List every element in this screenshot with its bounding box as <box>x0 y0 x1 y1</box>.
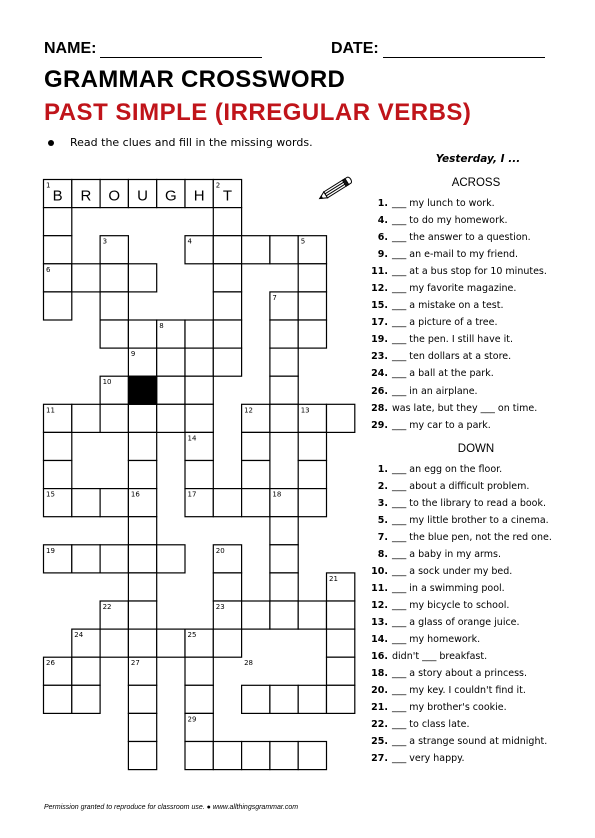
across-clue <box>362 263 562 280</box>
clue-text: ___ a strange sound at midnight. <box>392 736 548 748</box>
grid-cell[interactable] <box>213 629 241 657</box>
cell-number: 25 <box>187 631 197 640</box>
grid-cell[interactable] <box>270 545 298 573</box>
clue-text: ___ the answer to a question. <box>392 232 531 244</box>
grid-cell[interactable] <box>242 432 270 460</box>
grid-cell[interactable] <box>72 264 100 292</box>
clue-number: 19. <box>371 334 388 346</box>
example-letter: G <box>165 187 177 205</box>
cell-number: 26 <box>46 659 55 668</box>
grid-cell[interactable] <box>270 517 298 545</box>
grid-cell[interactable] <box>185 685 213 713</box>
cell-number: 27 <box>130 659 140 668</box>
grid-cell[interactable] <box>100 489 128 517</box>
grid-cell[interactable] <box>298 685 326 713</box>
clue-text: ___ at a bus stop for 10 minutes. <box>392 266 547 278</box>
grid-cell[interactable] <box>185 461 213 489</box>
grid-cell[interactable] <box>327 685 355 713</box>
clue-number: 21. <box>371 702 388 714</box>
down-clue <box>362 546 562 563</box>
grid-cell[interactable] <box>128 264 156 292</box>
grid-cell[interactable] <box>270 236 298 264</box>
clue-number: 27. <box>371 753 388 765</box>
clue-panel <box>362 150 562 768</box>
cell-number: 6 <box>46 265 51 274</box>
clue-text: ___ in an airplane. <box>392 385 478 397</box>
grid-cell[interactable] <box>327 404 355 432</box>
pencil-icon <box>315 176 355 202</box>
clue-text: ___ ten dollars at a store. <box>392 351 512 363</box>
example-letter: B <box>52 187 63 205</box>
grid-cell[interactable] <box>242 489 270 517</box>
example-letter: U <box>137 187 148 205</box>
clue-number: 15. <box>371 300 388 312</box>
clue-number: 4. <box>377 215 388 227</box>
grid-cell[interactable] <box>270 376 298 404</box>
grid-cell[interactable] <box>100 404 128 432</box>
grid-cell[interactable] <box>44 236 72 264</box>
grid-cell[interactable] <box>185 742 213 770</box>
grid-cell[interactable] <box>128 517 156 545</box>
grid-cell[interactable] <box>242 236 270 264</box>
grid-cell[interactable] <box>298 461 326 489</box>
grid-cell[interactable] <box>298 742 326 770</box>
across-clue <box>362 195 562 212</box>
down-clue <box>362 648 562 665</box>
across-clue <box>362 365 562 382</box>
grid-cell[interactable] <box>270 348 298 376</box>
name-label: NAME: <box>44 40 97 57</box>
grid-cell[interactable] <box>327 657 355 685</box>
down-clue-list <box>362 461 562 768</box>
grid-cell[interactable] <box>128 629 156 657</box>
grid-cell[interactable] <box>298 489 326 517</box>
grid-cell[interactable] <box>44 461 72 489</box>
clue-text: ___ a sock under my bed. <box>392 565 513 577</box>
grid-cell[interactable] <box>128 320 156 348</box>
grid-cell[interactable] <box>185 376 213 404</box>
down-clue <box>362 665 562 682</box>
cell-number: 1 <box>46 181 51 190</box>
grid-cell[interactable] <box>44 685 72 713</box>
clue-text: ___ a story about a princess. <box>392 668 527 680</box>
clue-number: 3. <box>377 497 388 509</box>
grid-cell[interactable] <box>242 461 270 489</box>
clue-text: didn't ___ breakfast. <box>392 651 488 663</box>
black-cell <box>128 376 156 404</box>
clue-text: ___ the pen. I still have it. <box>392 334 513 346</box>
across-clue <box>362 383 562 400</box>
clue-text: ___ in a swimming pool. <box>392 582 505 594</box>
grid-cell[interactable] <box>185 657 213 685</box>
clue-text: ___ my key. I couldn't find it. <box>392 685 526 697</box>
down-clue <box>362 682 562 699</box>
cell-number: 11 <box>46 406 55 415</box>
grid-cell[interactable] <box>185 404 213 432</box>
clue-number: 17. <box>371 317 388 329</box>
cell-number: 21 <box>329 574 338 583</box>
across-clue <box>362 297 562 314</box>
clue-number: 24. <box>371 368 388 380</box>
clue-text: ___ a picture of a tree. <box>392 317 498 329</box>
grid-cell[interactable] <box>128 601 156 629</box>
cell-number: 9 <box>130 350 136 359</box>
cell-number: 14 <box>187 434 197 443</box>
grid-cell[interactable] <box>72 545 100 573</box>
grid-cell[interactable] <box>298 601 326 629</box>
clue-number: 1. <box>377 463 388 475</box>
down-clue <box>362 597 562 614</box>
grid-cell[interactable] <box>185 348 213 376</box>
down-clue <box>362 495 562 512</box>
down-clue <box>362 563 562 580</box>
across-clue <box>362 246 562 263</box>
grid-cell[interactable] <box>128 432 156 460</box>
clue-text: ___ to class late. <box>392 719 470 731</box>
across-clue <box>362 417 562 434</box>
clue-number: 23. <box>371 351 388 363</box>
clue-text: ___ my bicycle to school. <box>392 600 510 612</box>
cell-number: 4 <box>187 237 192 246</box>
clue-text: ___ an e-mail to my friend. <box>392 249 519 261</box>
cell-number: 3 <box>102 237 108 246</box>
cell-number: 18 <box>272 490 282 499</box>
clue-text: ___ my favorite magazine. <box>392 283 517 295</box>
cell-number: 10 <box>102 378 112 387</box>
clue-text: was late, but they ___ on time. <box>392 402 538 414</box>
grid-cell[interactable] <box>270 573 298 601</box>
clue-number: 10. <box>371 565 388 577</box>
grid-cell[interactable] <box>213 489 241 517</box>
across-clue <box>362 280 562 297</box>
clue-text: ___ about a difficult problem. <box>392 480 530 492</box>
grid-cell[interactable] <box>100 629 128 657</box>
clue-text: ___ my lunch to work. <box>392 198 495 209</box>
grid-cell[interactable] <box>72 685 100 713</box>
footer-permission: Permission granted to reproduce for classroom use. ● www.allthingsgrammar.com <box>44 804 299 811</box>
cell-number: 12 <box>244 406 254 415</box>
clue-text: ___ a glass of orange juice. <box>392 617 520 629</box>
down-clue <box>362 750 562 767</box>
grid-cell[interactable] <box>157 348 185 376</box>
grid-cell[interactable] <box>128 545 156 573</box>
clue-text: ___ my little brother to a cinema. <box>392 514 549 526</box>
example-letter: H <box>193 187 205 205</box>
grid-cell[interactable] <box>270 404 298 432</box>
grid-cell[interactable] <box>213 264 241 292</box>
grid-cell[interactable] <box>327 629 355 657</box>
cell-number: 13 <box>300 406 310 415</box>
down-heading: DOWN <box>457 442 495 455</box>
clue-intro: Yesterday, I ... <box>435 153 521 165</box>
cell-number: 24 <box>74 631 84 640</box>
across-clue <box>362 229 562 246</box>
down-clue <box>362 716 562 733</box>
grid-cell[interactable] <box>213 208 241 236</box>
cell-number: 2 <box>215 181 221 190</box>
clue-text: ___ the blue pen, not the red one. <box>392 531 552 543</box>
clue-number: 13. <box>371 617 388 629</box>
example-letter: T <box>222 187 233 205</box>
clue-number: 12. <box>371 600 388 612</box>
grid-cell[interactable] <box>100 264 128 292</box>
clue-number: 26. <box>371 385 388 397</box>
down-clue <box>362 733 562 750</box>
clue-text: ___ an egg on the floor. <box>392 463 503 475</box>
cell-number: 22 <box>102 603 112 611</box>
clue-number: 2. <box>377 480 388 492</box>
across-clue <box>362 331 562 348</box>
down-clue <box>362 614 562 631</box>
grid-cell[interactable] <box>213 573 241 601</box>
grid-cell[interactable] <box>213 348 241 376</box>
clue-text: ___ my brother's cookie. <box>392 702 507 714</box>
cell-number: 8 <box>159 322 164 330</box>
clue-number: 8. <box>377 548 388 560</box>
across-heading: ACROSS <box>451 177 501 189</box>
grid-cell[interactable] <box>298 264 326 292</box>
grid-cell[interactable] <box>100 545 128 573</box>
cell-number: 20 <box>215 546 225 555</box>
clue-number: 11. <box>371 582 388 594</box>
clue-number: 20. <box>371 685 388 697</box>
grid-cell[interactable] <box>242 685 270 713</box>
down-clue <box>362 699 562 716</box>
clue-number: 29. <box>371 419 388 431</box>
cell-number: 23 <box>215 603 225 611</box>
across-clue <box>362 212 562 229</box>
grid-cell[interactable] <box>242 601 270 629</box>
clue-number: 7. <box>377 531 388 543</box>
grid-cell[interactable] <box>242 742 270 770</box>
grid-cell[interactable] <box>157 376 185 404</box>
cell-number: 5 <box>300 237 306 246</box>
clue-text: ___ my car to a park. <box>392 419 491 431</box>
grid-cell[interactable] <box>270 601 298 629</box>
grid-cell[interactable] <box>44 208 72 236</box>
across-clue-list <box>362 195 562 434</box>
clue-number: 1. <box>377 198 388 209</box>
grid-cell[interactable] <box>270 685 298 713</box>
cell-number: 7 <box>272 293 277 302</box>
grid-cell[interactable] <box>327 601 355 629</box>
down-clue <box>362 580 562 597</box>
grid-cell[interactable] <box>72 404 100 432</box>
cell-number: 15 <box>46 490 55 499</box>
grid-cell[interactable] <box>213 320 241 348</box>
clue-text: ___ to do my homework. <box>392 215 508 227</box>
across-clue <box>362 400 562 417</box>
clue-number: 11. <box>371 266 388 278</box>
grid-cell[interactable] <box>298 432 326 460</box>
date-label: DATE: <box>331 40 379 57</box>
clue-text: ___ a ball at the park. <box>392 368 494 380</box>
clue-number: 25. <box>371 736 388 748</box>
down-clue <box>362 631 562 648</box>
cell-number: 28 <box>244 659 254 668</box>
example-letter: R <box>80 187 92 205</box>
clue-number: 28. <box>371 402 388 414</box>
clue-text: ___ a mistake on a test. <box>392 300 504 312</box>
clue-number: 6. <box>377 232 388 244</box>
grid-cell[interactable] <box>72 489 100 517</box>
grid-cell[interactable] <box>128 573 156 601</box>
example-letter: O <box>108 187 121 205</box>
clue-text: ___ my homework. <box>392 634 481 646</box>
page-title: GRAMMAR CROSSWORD <box>44 66 346 93</box>
cell-number: 19 <box>46 546 55 555</box>
down-clue <box>362 478 562 495</box>
grid-cell[interactable] <box>44 432 72 460</box>
grid-cell[interactable] <box>157 629 185 657</box>
grid-cell[interactable] <box>213 742 241 770</box>
across-clue <box>362 348 562 365</box>
grid-cell[interactable] <box>128 713 156 741</box>
down-clue <box>362 529 562 546</box>
grid-cell[interactable] <box>157 545 185 573</box>
grid-cell[interactable] <box>72 657 100 685</box>
down-clue <box>362 512 562 529</box>
clue-text: ___ very happy. <box>392 753 465 765</box>
clue-number: 16. <box>371 651 388 663</box>
cell-number: 29 <box>187 715 197 724</box>
instruction-text: Read the clues and fill in the missing words. <box>70 136 313 149</box>
grid-cell[interactable] <box>128 685 156 713</box>
grid-cell[interactable] <box>270 742 298 770</box>
across-clue <box>362 314 562 331</box>
grid-cell[interactable] <box>128 742 156 770</box>
grid-cell[interactable] <box>157 404 185 432</box>
clue-number: 22. <box>371 719 388 731</box>
clue-number: 5. <box>377 514 388 526</box>
grid-cell[interactable] <box>100 292 128 320</box>
clue-text: ___ a baby in my arms. <box>392 548 501 560</box>
grid-cell[interactable] <box>298 292 326 320</box>
grid-cell[interactable] <box>270 320 298 348</box>
grid-cell[interactable] <box>298 320 326 348</box>
cell-number: 17 <box>187 490 197 499</box>
clue-number: 18. <box>371 668 388 680</box>
cell-number: 16 <box>130 490 140 499</box>
down-clue <box>362 461 562 478</box>
grid-cell[interactable] <box>213 292 241 320</box>
grid-cell[interactable] <box>128 404 156 432</box>
clue-number: 9. <box>377 249 388 261</box>
page-subtitle: PAST SIMPLE (IRREGULAR VERBS) <box>44 99 472 126</box>
clue-number: 14. <box>371 634 388 646</box>
clue-number: 12. <box>371 283 388 295</box>
clue-text: ___ to the library to read a book. <box>392 497 547 509</box>
grid-cell[interactable] <box>213 236 241 264</box>
grid-cell[interactable] <box>44 292 72 320</box>
grid-cell[interactable] <box>100 320 128 348</box>
grid-cell[interactable] <box>128 461 156 489</box>
grid-cell[interactable] <box>185 320 213 348</box>
